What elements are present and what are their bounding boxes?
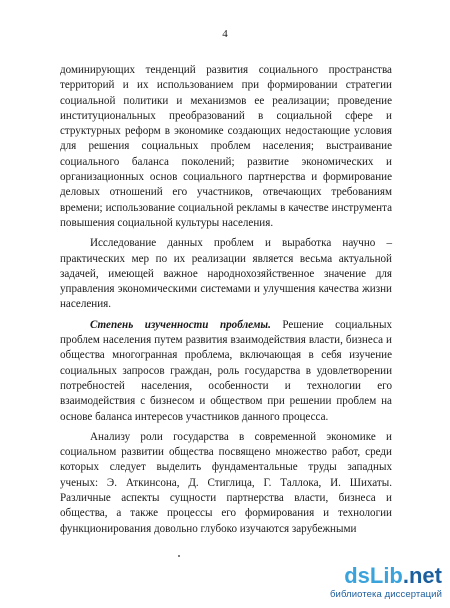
- dslib-logo: [330, 564, 442, 588]
- section-lead: Степень изученности проблемы.: [90, 318, 271, 331]
- dslib-watermark[interactable]: [330, 564, 442, 600]
- body-text: [60, 63, 392, 542]
- paragraph-3-text: Решение социальных проблем населения путем развития взаимодействия власти, бизнеса и общества многогранная проблема, включающая в себя изучение социальных запросов граждан, роль государства в удовлетворении потребностей населения, особенности и технологии его взаимодействия с бизнесом и обществом при решении проблем на основе баланса интересов участников данного процесса.: [60, 318, 392, 423]
- paragraph-2: Исследование данных проблем и выработка научно – практических мер по их реализации является весьма актуальной задачей, имеющей важное народнохозяйственное значение для управления экономическими системами и улучшения качества жизни населения.: [60, 237, 392, 311]
- page-number: 4: [222, 28, 228, 40]
- logo-part-2: .net: [402, 563, 442, 588]
- paragraph-1: доминирующих тенденций развития социального пространства территорий и их использованием при формировании стратегии социальной политики и механизмов ее реализации; проведение институциональных преобразований в социальной сфере и структурных реформ в экономике создающих недостающие условия для решения социальных проблем населения; выстраивание социального баланса поколений; развитие экономических и организационных основ социального партнерства и формирование деловых отношений его участников, отвечающих требованиям времени; использование социальной рекламы в качестве инструмента повышения социальной культуры населения.: [60, 64, 392, 229]
- paragraph-3: [60, 318, 392, 425]
- dslib-subtitle: библиотека диссертаций: [330, 589, 442, 600]
- paragraph-4: Анализу роли государства в современной экономике и социальном развитии общества посвящено множество работ, среди которых следует выделить фундаментальные труды западных ученых: Э. Аткинсона, Д. Стиглица, Г. Таллока, И. Шихаты. Различные аспекты сущности партнерства власти, бизнеса и общества, а также процессы его формирования и технологии функционирования довольно глубоко изучаются зарубежными: [60, 430, 392, 535]
- logo-part-1: dsLib: [344, 563, 403, 588]
- scan-speck: [178, 555, 180, 557]
